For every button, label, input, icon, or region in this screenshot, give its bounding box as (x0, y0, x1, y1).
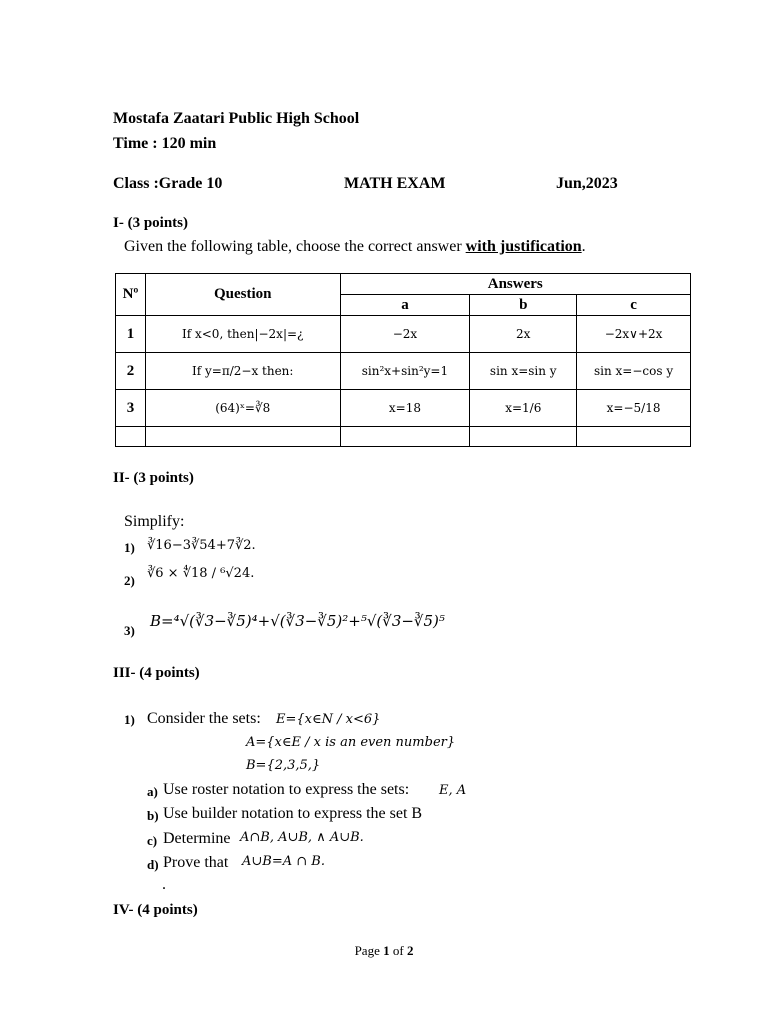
row-number: 1 (116, 316, 146, 353)
item-3-expression: B=⁴√(∛3−∛5)⁴+√(∛3−∛5)²+⁵√(∛3−∛5)⁵ (150, 612, 445, 630)
exam-title: MATH EXAM (344, 175, 446, 192)
header-c: c (577, 295, 691, 316)
sub-c-label: c) (147, 833, 158, 848)
table-row (116, 353, 691, 390)
part2-title: II- (3 points) (113, 470, 194, 486)
part1-title: I- (3 points) (113, 215, 189, 231)
row-answer-b: sin x=sin y (470, 353, 577, 390)
row-answer-c: −2x∨+2x (577, 316, 691, 353)
page-total: 2 (406, 943, 414, 958)
row-question: (64)ˣ=∛8 (145, 390, 340, 427)
header-a: a (340, 295, 470, 316)
page-prefix: Page (354, 943, 384, 958)
q1-text: Consider the sets: (147, 710, 261, 727)
row-answer-c: sin x=−cos y (577, 353, 691, 390)
row-answer-b: 2x (470, 316, 577, 353)
header-question: Question (145, 274, 340, 316)
sub-d-label: d) (147, 857, 159, 872)
part1-instruction (124, 238, 586, 256)
header-b: b (470, 295, 577, 316)
sub-a-text: Use roster notation to express the sets: (163, 781, 410, 798)
instruction-text: Given the following table, choose the correct answer (124, 238, 466, 255)
row-answer-a: −2x (340, 316, 470, 353)
q1-label: 1) (124, 712, 135, 727)
instruction-end: . (581, 238, 586, 255)
part3-title: III- (4 points) (113, 665, 200, 681)
school-name: Mostafa Zaatari Public High School (113, 110, 360, 127)
row-question: If y=π/2−x then: (145, 353, 340, 390)
exam-time: Time : 120 min (113, 135, 217, 152)
instruction-emphasis: with justification (465, 238, 582, 255)
class-label: Class :Grade 10 (113, 175, 223, 192)
set-a-definition: A={x∈E / x is an even number} (246, 735, 456, 750)
row-number: 3 (116, 390, 146, 427)
table-row (116, 390, 691, 427)
page-number: 1 (383, 943, 390, 958)
question-table (115, 273, 691, 447)
row-answer-c: x=−5/18 (577, 390, 691, 427)
row-answer-a: sin²x+sin²y=1 (340, 353, 470, 390)
row-question: If x<0, then|−2x|=¿ (145, 316, 340, 353)
header-no: Nº (116, 274, 146, 316)
sub-c-text: Determine (163, 830, 231, 847)
set-e-definition: E={x∈N / x<6} (276, 712, 381, 727)
stray-dot: . (162, 876, 166, 893)
set-b-definition: B={2,3,5,} (246, 758, 321, 773)
table-row-empty (116, 427, 691, 447)
row-answer-a: x=18 (340, 390, 470, 427)
item-3-label: 3) (124, 623, 135, 638)
sub-d-math: A∪B=A ∩ B. (242, 854, 325, 869)
row-number: 2 (116, 353, 146, 390)
page-of: of (389, 943, 407, 958)
header-answers: Answers (340, 274, 690, 295)
table-row (116, 316, 691, 353)
sub-c-math: A∩B, A∪B, ∧ A∪B. (240, 830, 364, 845)
sub-a-math: E, A (439, 783, 467, 798)
sub-d-text: Prove that (163, 854, 229, 871)
sub-a-label: a) (147, 784, 158, 799)
exam-date: Jun,2023 (556, 175, 618, 192)
sub-b-text: Use builder notation to express the set B (163, 805, 423, 822)
item-2-label: 2) (124, 573, 135, 588)
item-2-expression: ∛6 × ∜18 / ⁶√24. (147, 566, 255, 581)
simplify-label: Simplify: (124, 513, 185, 530)
sub-b-label: b) (147, 808, 159, 823)
item-1-label: 1) (124, 540, 135, 555)
item-1-expression: ∛16−3∛54+7∛2. (147, 538, 256, 553)
part4-title: IV- (4 points) (113, 902, 198, 918)
page-footer (0, 943, 768, 959)
row-answer-b: x=1/6 (470, 390, 577, 427)
